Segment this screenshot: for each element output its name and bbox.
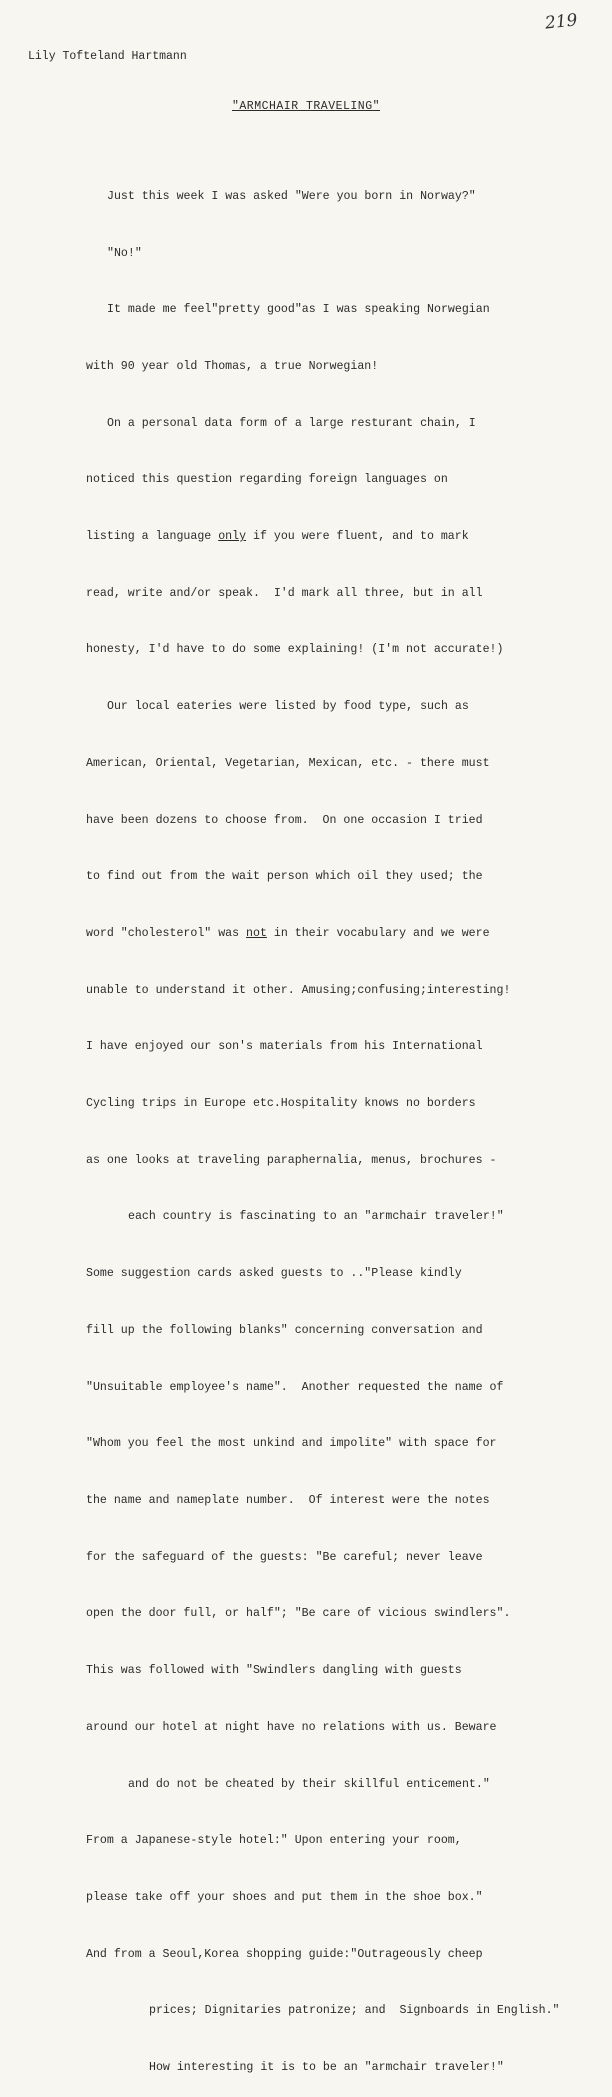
underlined-word-not: not xyxy=(246,926,267,940)
text-line: And from a Seoul,Korea shopping guide:"Outrageously cheep xyxy=(86,1947,483,1961)
text-line: "Unsuitable employee's name". Another requested the name of xyxy=(86,1380,504,1394)
text-line: "No!" xyxy=(107,246,142,260)
text-line: have been dozens to choose from. On one occasion I tried xyxy=(86,813,483,827)
text-segment: in their vocabulary and we were xyxy=(266,926,490,940)
text-line: From a Japanese-style hotel:" Upon entering your room, xyxy=(86,1834,462,1848)
text-line: Just this week I was asked "Were you born in Norway?" xyxy=(107,189,476,203)
text-line: It made me feel"pretty good"as I was speaking Norwegian xyxy=(107,303,490,317)
author-name: Lily Tofteland Hartmann xyxy=(28,50,187,63)
text-line: On a personal data form of a large resturant chain, I xyxy=(107,416,476,430)
text-line: Our local eateries were listed by food type, such as xyxy=(107,700,469,714)
text-line: to find out from the wait person which oil they used; the xyxy=(86,870,483,884)
text-line: unable to understand it other. Amusing;confusing;interesting! xyxy=(86,983,511,997)
text-line: Cycling trips in Europe etc.Hospitality knows no borders xyxy=(86,1097,476,1111)
text-line: How interesting it is to be an "armchair traveler!" xyxy=(149,2061,504,2075)
text-line: the name and nameplate number. Of interest were the notes xyxy=(86,1493,490,1507)
text-segment: word "cholesterol" was xyxy=(86,926,247,940)
text-line: read, write and/or speak. I'd mark all three, but in all xyxy=(86,586,483,600)
underlined-word-only: only xyxy=(218,530,247,544)
document-title: "ARMCHAIR TRAVELING" xyxy=(231,100,381,113)
text-line: around our hotel at night have no relations with us. Beware xyxy=(86,1720,497,1734)
text-line: I have enjoyed our son's materials from his International xyxy=(86,1040,483,1054)
page-number: 219 xyxy=(544,10,579,34)
text-line: with 90 year old Thomas, a true Norwegian! xyxy=(86,359,379,373)
text-line xyxy=(0,528,612,547)
text-line: honesty, I'd have to do some explaining! (I'm not accurate!) xyxy=(86,643,504,657)
essay-body xyxy=(0,150,612,2097)
text-line: This was followed with "Swindlers dangling with guests xyxy=(86,1664,462,1678)
text-segment: listing a language xyxy=(86,530,219,544)
text-line: fill up the following blanks" concerning conversation and xyxy=(86,1323,483,1337)
text-line: Some suggestion cards asked guests to .."Please kindly xyxy=(86,1267,462,1281)
text-line: American, Oriental, Vegetarian, Mexican, etc. - there must xyxy=(86,756,490,770)
text-line: each country is fascinating to an "armchair traveler!" xyxy=(128,1210,504,1224)
text-line xyxy=(0,925,612,944)
text-line: "Whom you feel the most unkind and impolite" with space for xyxy=(86,1437,497,1451)
text-line: prices; Dignitaries patronize; and Signboards in English." xyxy=(149,2004,560,2018)
text-line: and do not be cheated by their skillful enticement." xyxy=(128,1777,490,1791)
text-line: please take off your shoes and put them in the shoe box." xyxy=(86,1890,483,1904)
text-line: open the door full, or half"; "Be care of vicious swindlers". xyxy=(86,1607,511,1621)
text-line: for the safeguard of the guests: "Be careful; never leave xyxy=(86,1550,483,1564)
text-segment: if you were fluent, and to mark xyxy=(246,530,469,544)
text-line: noticed this question regarding foreign languages on xyxy=(86,473,448,487)
text-line: as one looks at traveling paraphernalia, menus, brochures - xyxy=(86,1153,497,1167)
